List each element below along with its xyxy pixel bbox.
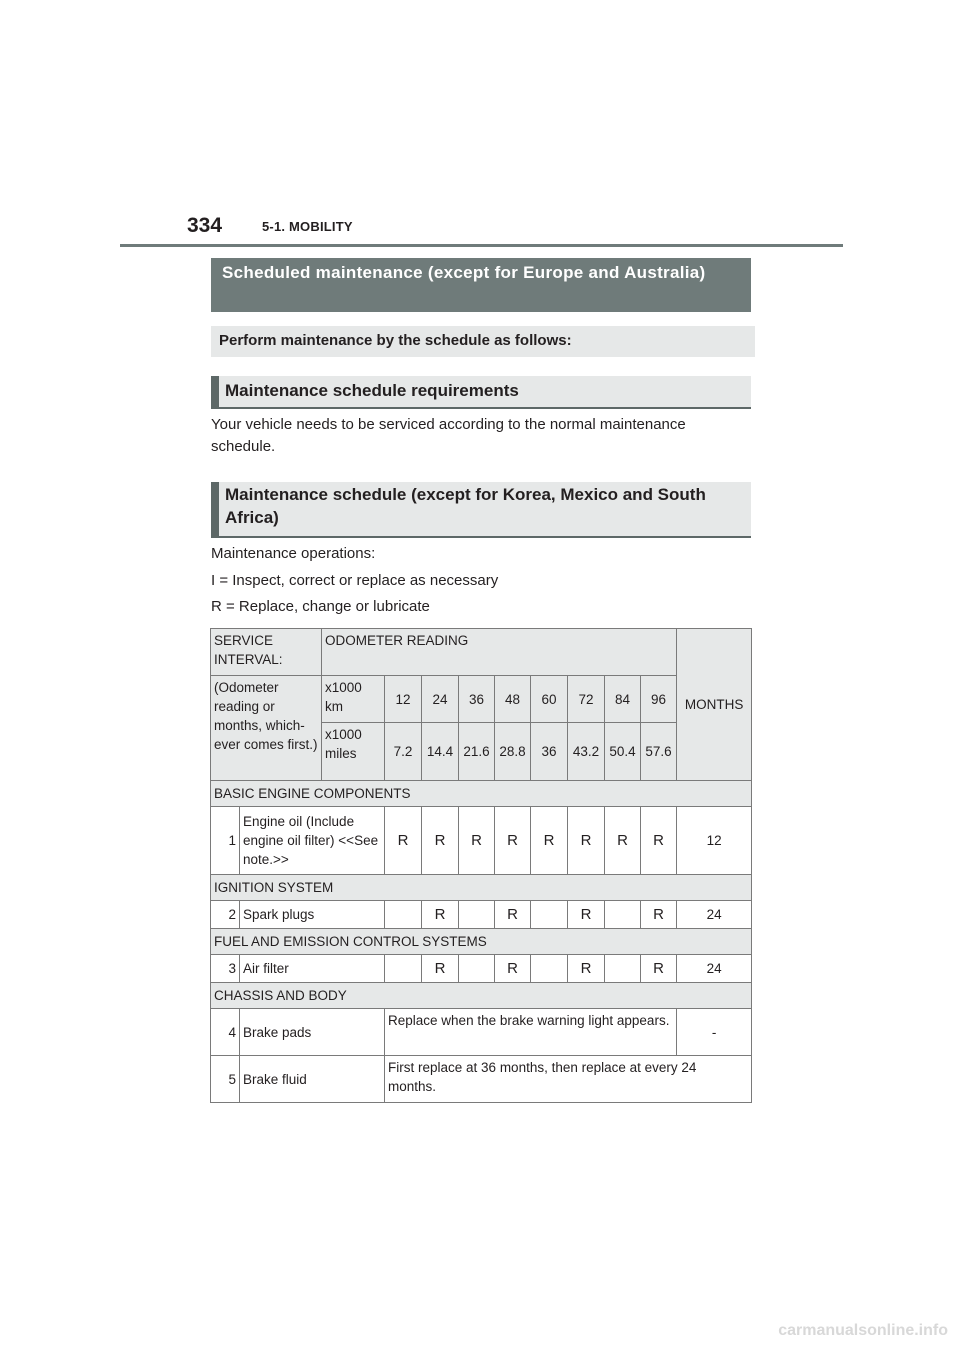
km-unit: x1000 km — [322, 676, 385, 723]
miles-value: 36 — [531, 723, 568, 781]
schedule-cell — [385, 901, 422, 929]
miles-value: 14.4 — [422, 723, 459, 781]
km-value: 96 — [641, 676, 677, 723]
schedule-cell — [385, 955, 422, 983]
item-name: Spark plugs — [240, 901, 385, 929]
schedule-cell: R — [568, 955, 605, 983]
months-value: - — [677, 1009, 752, 1056]
intro-banner: Perform maintenance by the schedule as follows: — [211, 326, 755, 357]
watermark: carmanualsonline.info — [778, 1322, 948, 1339]
miles-value: 43.2 — [568, 723, 605, 781]
schedule-cell: R — [422, 807, 459, 875]
header-rule — [120, 244, 843, 247]
section-row-chassis: CHASSIS AND BODY — [211, 983, 752, 1009]
schedule-cell — [605, 901, 641, 929]
km-value: 84 — [605, 676, 641, 723]
section-row-engine: BASIC ENGINE COMPONENTS — [211, 781, 752, 807]
item-number: 1 — [211, 807, 240, 875]
schedule-cell: R — [495, 901, 531, 929]
section-label: 5-1. MOBILITY — [262, 219, 353, 234]
schedule-cell: R — [568, 807, 605, 875]
km-value: 24 — [422, 676, 459, 723]
miles-unit: x1000 miles — [322, 723, 385, 781]
km-value: 48 — [495, 676, 531, 723]
schedule-cell: R — [385, 807, 422, 875]
schedule-cell: R — [641, 901, 677, 929]
section-row-fuel: FUEL AND EMISSION CONTROL SYSTEMS — [211, 929, 752, 955]
item-name: Engine oil (Include engine oil filter) <<See note.>> — [240, 807, 385, 875]
miles-value: 21.6 — [459, 723, 495, 781]
subheading-requirements: Maintenance schedule requirements — [211, 376, 751, 409]
interval-note: (Odometer reading or months, which-ever comes first.) — [211, 676, 322, 781]
miles-value: 57.6 — [641, 723, 677, 781]
item-number: 5 — [211, 1056, 240, 1103]
subheading-schedule: Maintenance schedule (except for Korea, Mexico and South Africa) — [211, 482, 751, 538]
page-number: 334 — [187, 214, 223, 237]
months-value: 24 — [677, 955, 752, 983]
requirements-paragraph: Your vehicle needs to be serviced according to the normal maintenance schedule. — [211, 416, 686, 455]
schedule-cell — [531, 901, 568, 929]
months-value: 24 — [677, 901, 752, 929]
section-row-ignition: IGNITION SYSTEM — [211, 875, 752, 901]
schedule-cell: R — [605, 807, 641, 875]
odometer-reading-header: ODOMETER READING — [322, 629, 677, 676]
item-note: First replace at 36 months, then replace at every 24 months. — [385, 1056, 752, 1103]
maintenance-schedule-table — [210, 628, 752, 1103]
km-value: 36 — [459, 676, 495, 723]
schedule-cell: R — [641, 955, 677, 983]
months-value: 12 — [677, 807, 752, 875]
item-name: Brake pads — [240, 1009, 385, 1056]
schedule-cell — [459, 955, 495, 983]
miles-value: 7.2 — [385, 723, 422, 781]
schedule-cell: R — [531, 807, 568, 875]
item-name: Brake fluid — [240, 1056, 385, 1103]
km-value: 60 — [531, 676, 568, 723]
item-number: 3 — [211, 955, 240, 983]
item-number: 4 — [211, 1009, 240, 1056]
item-number: 2 — [211, 901, 240, 929]
schedule-cell — [531, 955, 568, 983]
page-title: Scheduled maintenance (except for Europe and Australia) — [211, 258, 751, 312]
operation-replace: R = Replace, change or lubricate — [211, 598, 430, 615]
service-interval-label: SERVICE INTERVAL: — [211, 629, 322, 676]
item-name: Air filter — [240, 955, 385, 983]
miles-value: 50.4 — [605, 723, 641, 781]
months-header: MONTHS — [677, 629, 752, 781]
schedule-cell: R — [495, 955, 531, 983]
schedule-cell — [459, 901, 495, 929]
operation-inspect: I = Inspect, correct or replace as necessary — [211, 572, 499, 589]
schedule-cell: R — [568, 901, 605, 929]
schedule-cell: R — [641, 807, 677, 875]
schedule-cell: R — [495, 807, 531, 875]
miles-value: 28.8 — [495, 723, 531, 781]
schedule-cell: R — [422, 955, 459, 983]
schedule-cell: R — [422, 901, 459, 929]
schedule-cell: R — [459, 807, 495, 875]
km-value: 12 — [385, 676, 422, 723]
schedule-cell — [605, 955, 641, 983]
km-value: 72 — [568, 676, 605, 723]
operations-label: Maintenance operations: — [211, 545, 376, 562]
item-note: Replace when the brake warning light appears. — [385, 1009, 677, 1056]
